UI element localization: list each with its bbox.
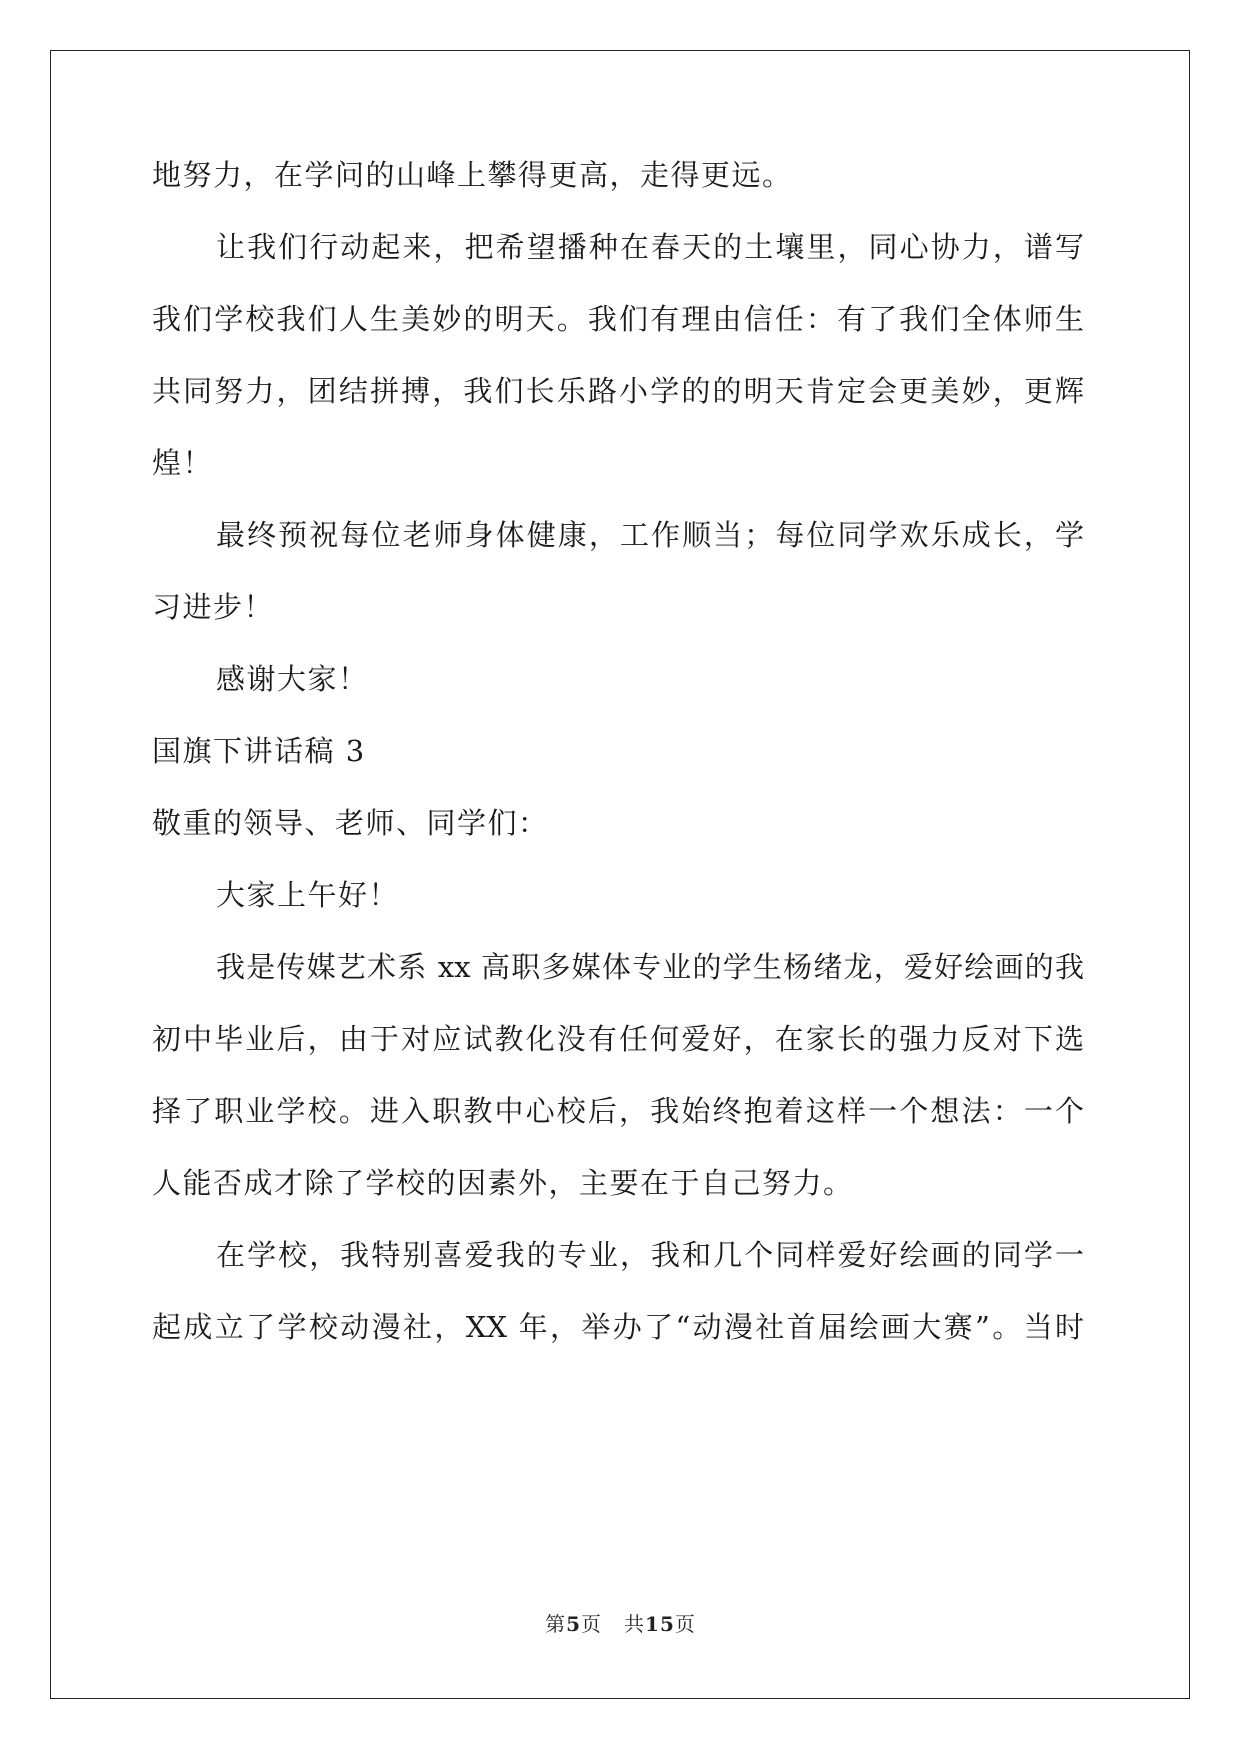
paragraph-line: 地努力，在学问的山峰上攀得更高，走得更远。 — [152, 158, 793, 192]
paragraph-line: 让我们行动起来，把希望播种在春天的土壤里，同心协力，谱写 — [216, 230, 1084, 264]
paragraph-line: 初中毕业后，由于对应试教化没有任何爱好，在家长的强力反对下选 — [152, 1022, 1084, 1056]
paragraph-line: 我是传媒艺术系 xx 高职多媒体专业的学生杨绪龙，爱好绘画的我 — [216, 950, 1084, 984]
page-number: 5 — [566, 1612, 582, 1636]
greeting: 大家上午好！ — [216, 878, 400, 912]
paragraph-line: 起成立了学校动漫社，XX 年，举办了“动漫社首届绘画大赛”。当时 — [152, 1310, 1084, 1344]
page-footer — [0, 1611, 1241, 1637]
paragraph-line: 人能否成才除了学校的因素外，主要在于自己努力。 — [152, 1166, 854, 1200]
page-suffix: 页 — [581, 1612, 603, 1636]
paragraph-line: 在学校，我特别喜爱我的专业，我和几个同样爱好绘画的同学一 — [216, 1238, 1084, 1272]
salutation: 敬重的领导、老师、同学们： — [152, 806, 549, 840]
paragraph-line: 最终预祝每位老师身体健康，工作顺当；每位同学欢乐成长，学 — [216, 518, 1084, 552]
paragraph-line: 我们学校我们人生美妙的明天。我们有理由信任：有了我们全体师生 — [152, 302, 1084, 336]
paragraph-line: 习进步！ — [152, 590, 275, 624]
paragraph-line: 共同努力，团结拼搏，我们长乐路小学的的明天肯定会更美妙，更辉 — [152, 374, 1084, 408]
paragraph-line: 感谢大家！ — [216, 662, 369, 696]
total-pages: 15 — [645, 1612, 675, 1636]
page-prefix: 第 — [545, 1612, 567, 1636]
total-suffix: 页 — [674, 1612, 696, 1636]
total-prefix: 共 — [624, 1612, 646, 1636]
paragraph-line: 煌！ — [152, 446, 214, 480]
section-heading: 国旗下讲话稿 3 — [152, 734, 366, 768]
paragraph-line: 择了职业学校。进入职教中心校后，我始终抱着这样一个想法：一个 — [152, 1094, 1084, 1128]
